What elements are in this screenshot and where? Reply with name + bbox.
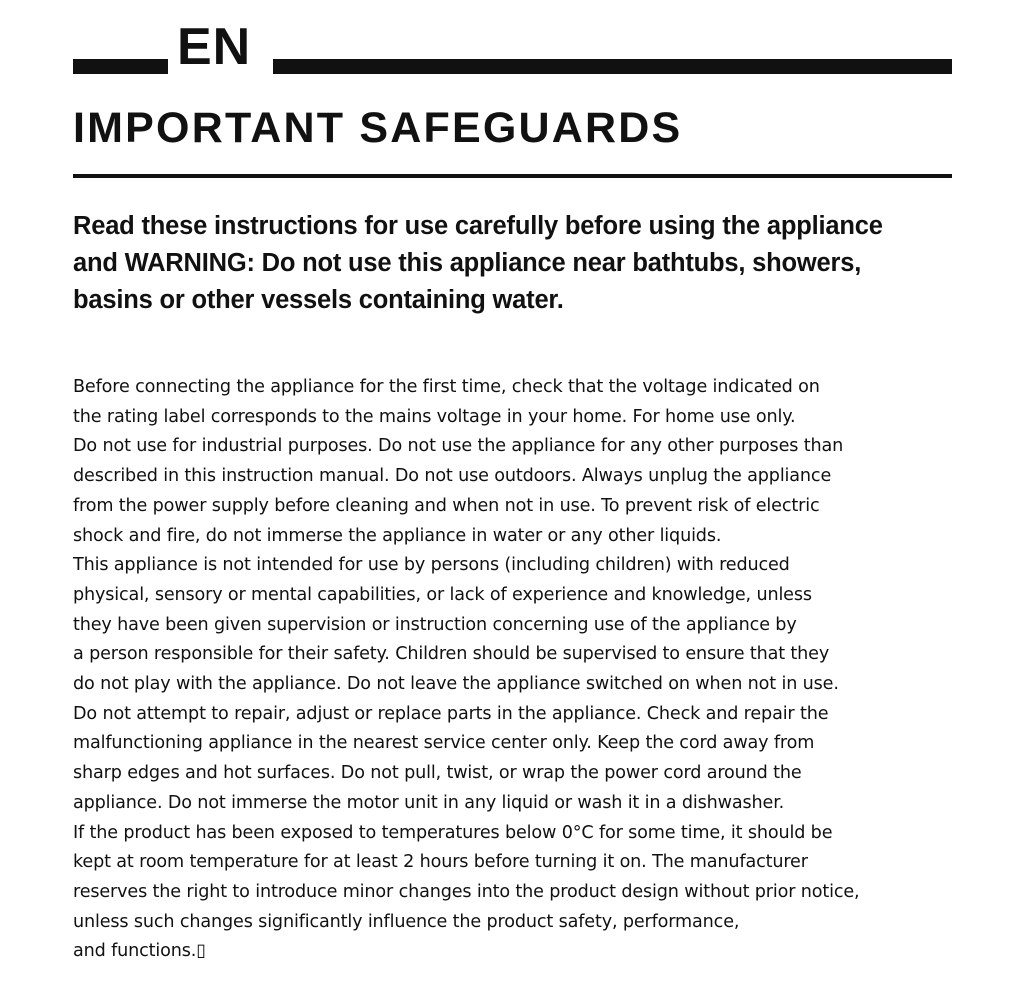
language-bar-right xyxy=(273,59,952,74)
body-line: sharp edges and hot surfaces. Do not pull, twist, or wrap the power cord around the xyxy=(73,763,802,784)
title-divider xyxy=(73,174,952,178)
body-line: This appliance is not intended for use by persons (including children) with reduced xyxy=(73,555,790,576)
body-line: appliance. Do not immerse the motor unit in any liquid or wash it in a dishwasher. xyxy=(73,792,785,813)
body-line: physical, sensory or mental capabilities, or lack of experience and knowledge, unless xyxy=(73,584,812,605)
section-title: IMPORTANT SAFEGUARDS xyxy=(73,104,683,152)
language-header xyxy=(73,18,952,76)
warning-paragraph xyxy=(73,208,963,319)
body-line: kept at room temperature for at least 2 hours before turning it on. The manufacturer xyxy=(73,852,808,873)
body-line: shock and fire, do not immerse the appliance in water or any other liquids. xyxy=(73,525,722,546)
body-line: a person responsible for their safety. Children should be supervised to ensure that they xyxy=(73,644,830,665)
body-line: they have been given supervision or instruction concerning use of the appliance by xyxy=(73,614,797,635)
body-line: unless such changes significantly influence the product safety, performance, xyxy=(73,911,740,932)
language-code: EN xyxy=(177,18,252,76)
body-line: Do not attempt to repair, adjust or replace parts in the appliance. Check and repair the xyxy=(73,703,829,724)
safeguards-body xyxy=(73,373,973,967)
body-line: malfunctioning appliance in the nearest service center only. Keep the cord away from xyxy=(73,733,815,754)
body-line: Do not use for industrial purposes. Do not use the appliance for any other purposes than xyxy=(73,436,844,457)
language-bar-left xyxy=(73,59,168,74)
body-line: and functions.▯ xyxy=(73,941,206,962)
body-line: Before connecting the appliance for the first time, check that the voltage indicated on xyxy=(73,377,820,397)
body-line: reserves the right to introduce minor changes into the product design without prior notice, xyxy=(73,881,860,902)
body-line: do not play with the appliance. Do not leave the appliance switched on when not in use. xyxy=(73,674,839,695)
body-line: the rating label corresponds to the mains voltage in your home. For home use only. xyxy=(73,406,796,427)
body-line: If the product has been exposed to temperatures below 0°C for some time, it should be xyxy=(73,822,833,843)
warning-line: Read these instructions for use carefully before using the appliance xyxy=(73,212,883,240)
warning-line: basins or other vessels containing water. xyxy=(73,286,564,314)
warning-line: and WARNING: Do not use this appliance near bathtubs, showers, xyxy=(73,249,862,277)
body-line: from the power supply before cleaning and when not in use. To prevent risk of electric xyxy=(73,495,820,516)
body-line: described in this instruction manual. Do not use outdoors. Always unplug the appliance xyxy=(73,466,832,487)
